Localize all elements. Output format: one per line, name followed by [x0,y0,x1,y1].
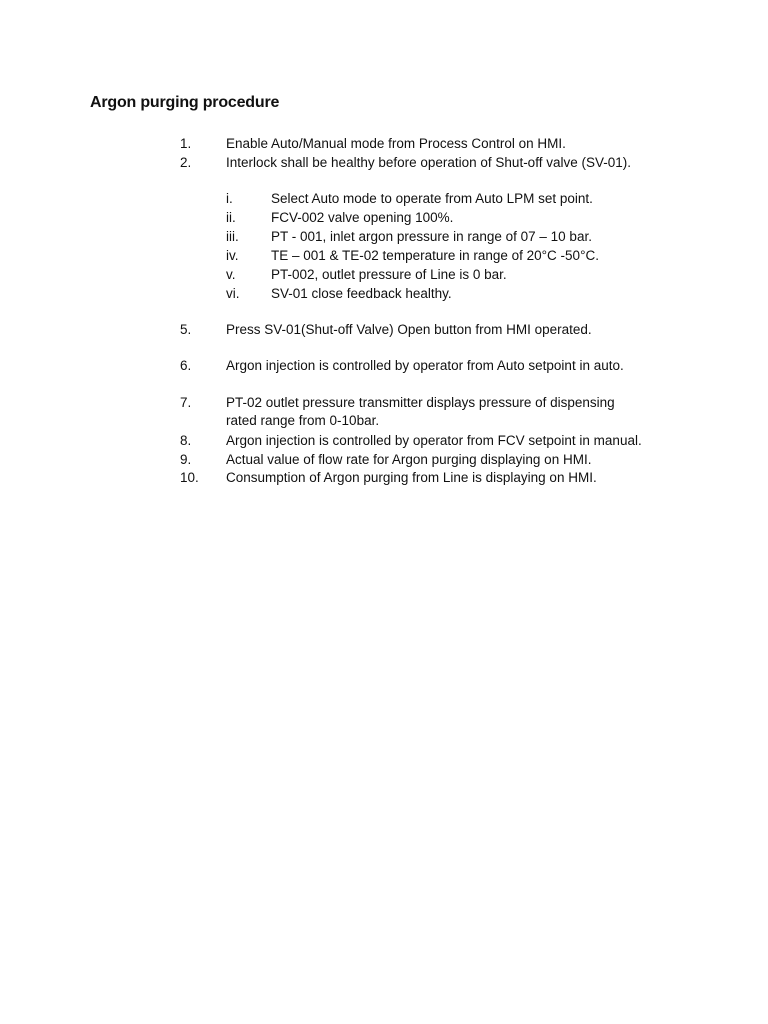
list-item-text: Press SV-01(Shut-off Valve) Open button from HMI operated. [226,322,592,337]
sub-list-item-number: iii. [226,229,239,244]
list-item-number: 1. [180,136,192,151]
sub-list-item-number: iv. [226,248,239,263]
sub-list-item-number: v. [226,267,236,282]
sub-list-item-text: FCV-002 valve opening 100%. [271,210,454,225]
sub-list-item-number: i. [226,191,233,206]
sub-list-item-text: PT - 001, inlet argon pressure in range of 07 – 10 bar. [271,229,592,244]
sub-list-item-number: ii. [226,210,236,225]
sub-list-item-text: Select Auto mode to operate from Auto LPM set point. [271,191,593,206]
list-item-text: Interlock shall be healthy before operation of Shut-off valve (SV-01). [226,155,631,170]
list-item-number: 6. [180,358,192,373]
sub-list-item-text: SV-01 close feedback healthy. [271,286,452,301]
list-item-number: 2. [180,155,192,170]
sub-list-item-number: vi. [226,286,240,301]
list-item-text: Actual value of flow rate for Argon purging displaying on HMI. [226,452,592,467]
list-item-number: 10. [180,470,199,485]
list-item-text: Consumption of Argon purging from Line is displaying on HMI. [226,470,597,485]
sub-list-item-text: PT-002, outlet pressure of Line is 0 bar. [271,267,507,282]
list-item-number: 9. [180,452,192,467]
list-item-number: 8. [180,433,192,448]
page-title: Argon purging procedure [90,94,280,111]
list-item-text: Argon injection is controlled by operator from Auto setpoint in auto. [226,358,624,373]
sub-list-item-text: TE – 001 & TE-02 temperature in range of 20°C -50°C. [271,248,599,263]
list-item-text-line2: rated range from 0-10bar. [226,413,380,428]
list-item-text: Enable Auto/Manual mode from Process Control on HMI. [226,136,566,151]
list-item-text: PT-02 outlet pressure transmitter displays pressure of dispensing [226,395,615,410]
list-item-text: Argon injection is controlled by operator from FCV setpoint in manual. [226,433,642,448]
list-item-number: 7. [180,395,192,410]
list-item-number: 5. [180,322,192,337]
